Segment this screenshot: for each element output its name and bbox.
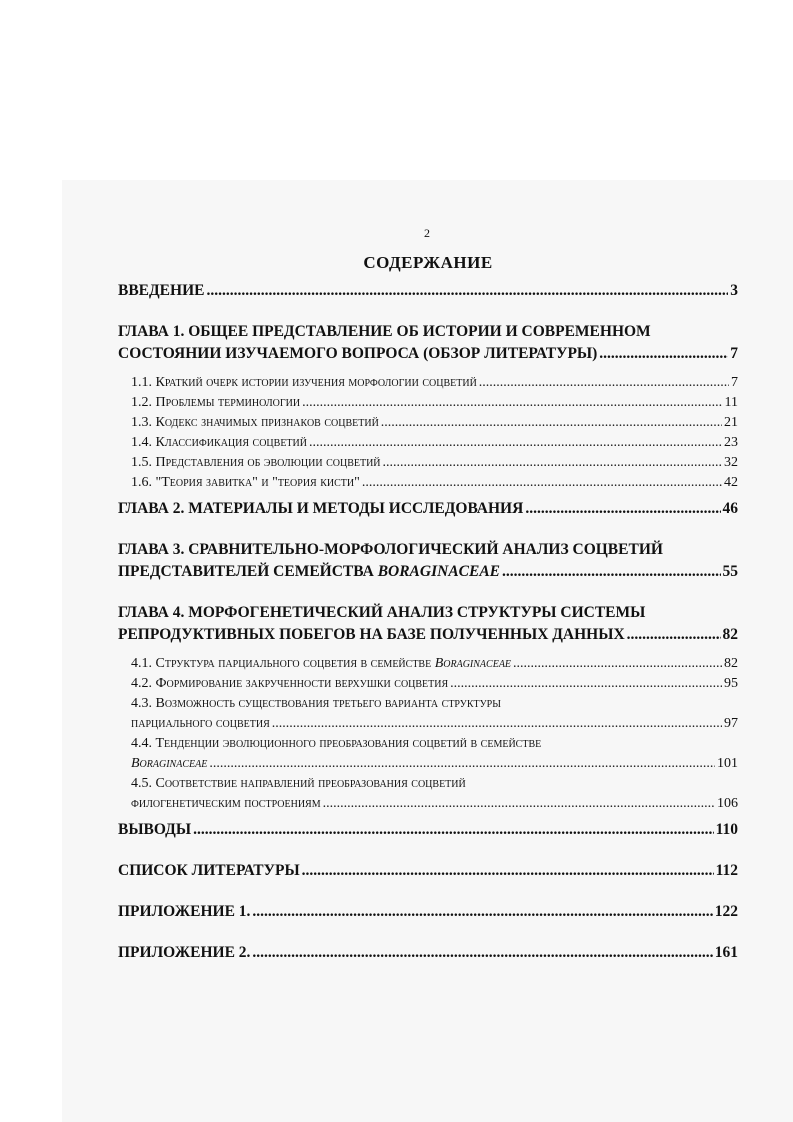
- toc-page-number: 42: [724, 475, 738, 490]
- leader-dots: [502, 561, 720, 583]
- toc-entry-label-cont: ПРЕДСТАВИТЕЛЕЙ СЕМЕЙСТВА: [118, 563, 378, 580]
- toc-entry-label: ГЛАВА 3. СРАВНИТЕЛЬНО-МОРФОЛОГИЧЕСКИЙ АНАЛИЗ СОЦВЕТИЙ: [118, 541, 663, 558]
- toc-entry-intro[interactable]: [118, 280, 738, 302]
- section-number: 1.5.: [131, 455, 152, 470]
- toc-page-number: 7: [731, 375, 738, 390]
- toc-page-number: 3: [730, 282, 738, 299]
- leader-dots: [383, 453, 722, 473]
- leader-dots: [381, 413, 722, 433]
- toc-page-number: 95: [724, 676, 738, 691]
- toc-section-1-3[interactable]: [118, 413, 738, 433]
- leader-dots: [302, 393, 722, 413]
- section-number: 1.3.: [131, 415, 152, 430]
- toc-section-4-5[interactable]: [118, 774, 738, 814]
- section-number: 1.1.: [131, 375, 152, 390]
- toc-page-number: 23: [724, 435, 738, 450]
- leader-dots: [193, 819, 714, 841]
- toc-entry-references[interactable]: [118, 860, 738, 882]
- section-number: 1.2.: [131, 395, 152, 410]
- toc-section-1-5[interactable]: [118, 453, 738, 473]
- section-label: Тенденции эволюционного преобразования соцветий в семействе: [155, 736, 542, 751]
- toc-section-4-1[interactable]: [118, 654, 738, 674]
- toc-title: СОДЕРЖАНИЕ: [363, 253, 493, 272]
- toc-page-number: 32: [724, 455, 738, 470]
- section-label-cont: парциального соцветия: [131, 716, 270, 731]
- toc-page-number: 112: [715, 862, 738, 879]
- toc-page-number: 82: [724, 656, 738, 671]
- leader-dots: [209, 754, 715, 774]
- leader-dots: [252, 942, 712, 964]
- section-label: Соответствие направлений преобразования соцветий: [155, 776, 466, 791]
- toc-entry-label: ГЛАВА 4. МОРФОГЕНЕТИЧЕСКИЙ АНАЛИЗ СТРУКТУРЫ СИСТЕМЫ: [118, 604, 646, 621]
- latin-family-name: Boraginaceae: [434, 656, 512, 671]
- toc-page-number: 21: [724, 415, 738, 430]
- section-number: 4.2.: [131, 676, 152, 691]
- toc-page-number: 122: [714, 903, 738, 920]
- leader-dots: [272, 714, 722, 734]
- section-number: 4.4.: [131, 736, 152, 751]
- toc-entry-label: ГЛАВА 1. ОБЩЕЕ ПРЕДСТАВЛЕНИЕ ОБ ИСТОРИИ И СОВРЕМЕННОМ: [118, 323, 651, 340]
- toc-entry-chapter-2[interactable]: [118, 498, 738, 520]
- toc-entry-chapter-1[interactable]: [118, 321, 738, 365]
- toc-page-number: 55: [722, 563, 738, 580]
- toc-entry-chapter-4[interactable]: [118, 602, 738, 646]
- leader-dots: [362, 473, 722, 493]
- toc-page-number: 110: [715, 821, 738, 838]
- section-number: 4.3.: [131, 696, 152, 711]
- leader-dots: [450, 674, 722, 694]
- toc-page-number: 46: [722, 500, 738, 517]
- leader-dots: [302, 860, 714, 882]
- leader-dots: [206, 280, 728, 302]
- leader-dots: [513, 654, 722, 674]
- section-label: Краткий очерк истории изучения морфологии соцветий: [155, 375, 477, 390]
- section-number: 1.4.: [131, 435, 152, 450]
- toc-entry-label: ПРИЛОЖЕНИЕ 1.: [118, 903, 251, 920]
- toc-entry-appendix-2[interactable]: [118, 942, 738, 964]
- table-of-contents: [118, 280, 738, 964]
- toc-page-number: 106: [717, 796, 738, 811]
- toc-entry-label: ВВЕДЕНИЕ: [118, 282, 205, 299]
- leader-dots: [599, 343, 728, 365]
- toc-entry-label: ПРИЛОЖЕНИЕ 2.: [118, 944, 251, 961]
- toc-page-number: 11: [724, 395, 738, 410]
- leader-dots: [323, 794, 715, 814]
- leader-dots: [309, 433, 722, 453]
- toc-section-1-2[interactable]: [118, 393, 738, 413]
- toc-section-1-6[interactable]: [118, 473, 738, 493]
- toc-page-number: 101: [717, 756, 738, 771]
- section-label-cont: филогенетическим построениям: [131, 796, 321, 811]
- toc-section-4-3[interactable]: [118, 694, 738, 734]
- section-label: Формирование закрученности верхушки соцветия: [155, 676, 449, 691]
- toc-entry-label: ГЛАВА 2. МАТЕРИАЛЫ И МЕТОДЫ ИССЛЕДОВАНИЯ: [118, 500, 524, 517]
- toc-section-1-1[interactable]: [118, 373, 738, 393]
- section-label: "Теория завитка" и "теория кисти": [155, 475, 360, 490]
- latin-family-name: BORAGINACEAE: [377, 563, 501, 580]
- leader-dots: [627, 624, 721, 646]
- section-label: Возможность существования третьего варианта структуры: [155, 696, 501, 711]
- toc-section-4-2[interactable]: [118, 674, 738, 694]
- section-label: Проблемы терминологии: [155, 395, 301, 410]
- section-label: Структура парциального соцветия в семействе: [155, 656, 435, 671]
- toc-section-4-4[interactable]: [118, 734, 738, 774]
- toc-entry-label: СПИСОК ЛИТЕРАТУРЫ: [118, 862, 300, 879]
- toc-page-number: 97: [724, 716, 738, 731]
- section-label: Классификация соцветий: [155, 435, 307, 450]
- toc-page-number: 161: [714, 944, 738, 961]
- toc-entry-label: ВЫВОДЫ: [118, 821, 192, 838]
- toc-page-number: 82: [722, 626, 738, 643]
- leader-dots: [525, 498, 720, 520]
- section-number: 4.5.: [131, 776, 152, 791]
- toc-entry-appendix-1[interactable]: [118, 901, 738, 923]
- toc-page-number: 7: [730, 345, 738, 362]
- page-number: 2: [424, 226, 430, 240]
- latin-family-name: Boraginaceae: [131, 756, 208, 771]
- toc-entry-label-cont: РЕПРОДУКТИВНЫХ ПОБЕГОВ НА БАЗЕ ПОЛУЧЕННЫХ ДАННЫХ: [118, 626, 625, 643]
- toc-entry-chapter-3[interactable]: [118, 539, 738, 583]
- toc-entry-label-cont: СОСТОЯНИИ ИЗУЧАЕМОГО ВОПРОСА (ОБЗОР ЛИТЕРАТУРЫ): [118, 345, 598, 362]
- section-number: 4.1.: [131, 656, 152, 671]
- section-label: Представления об эволюции соцветий: [155, 455, 381, 470]
- leader-dots: [252, 901, 712, 923]
- toc-entry-conclusions[interactable]: [118, 819, 738, 841]
- section-label: Кодекс значимых признаков соцветий: [155, 415, 379, 430]
- toc-section-1-4[interactable]: [118, 433, 738, 453]
- leader-dots: [479, 373, 729, 393]
- section-number: 1.6.: [131, 475, 152, 490]
